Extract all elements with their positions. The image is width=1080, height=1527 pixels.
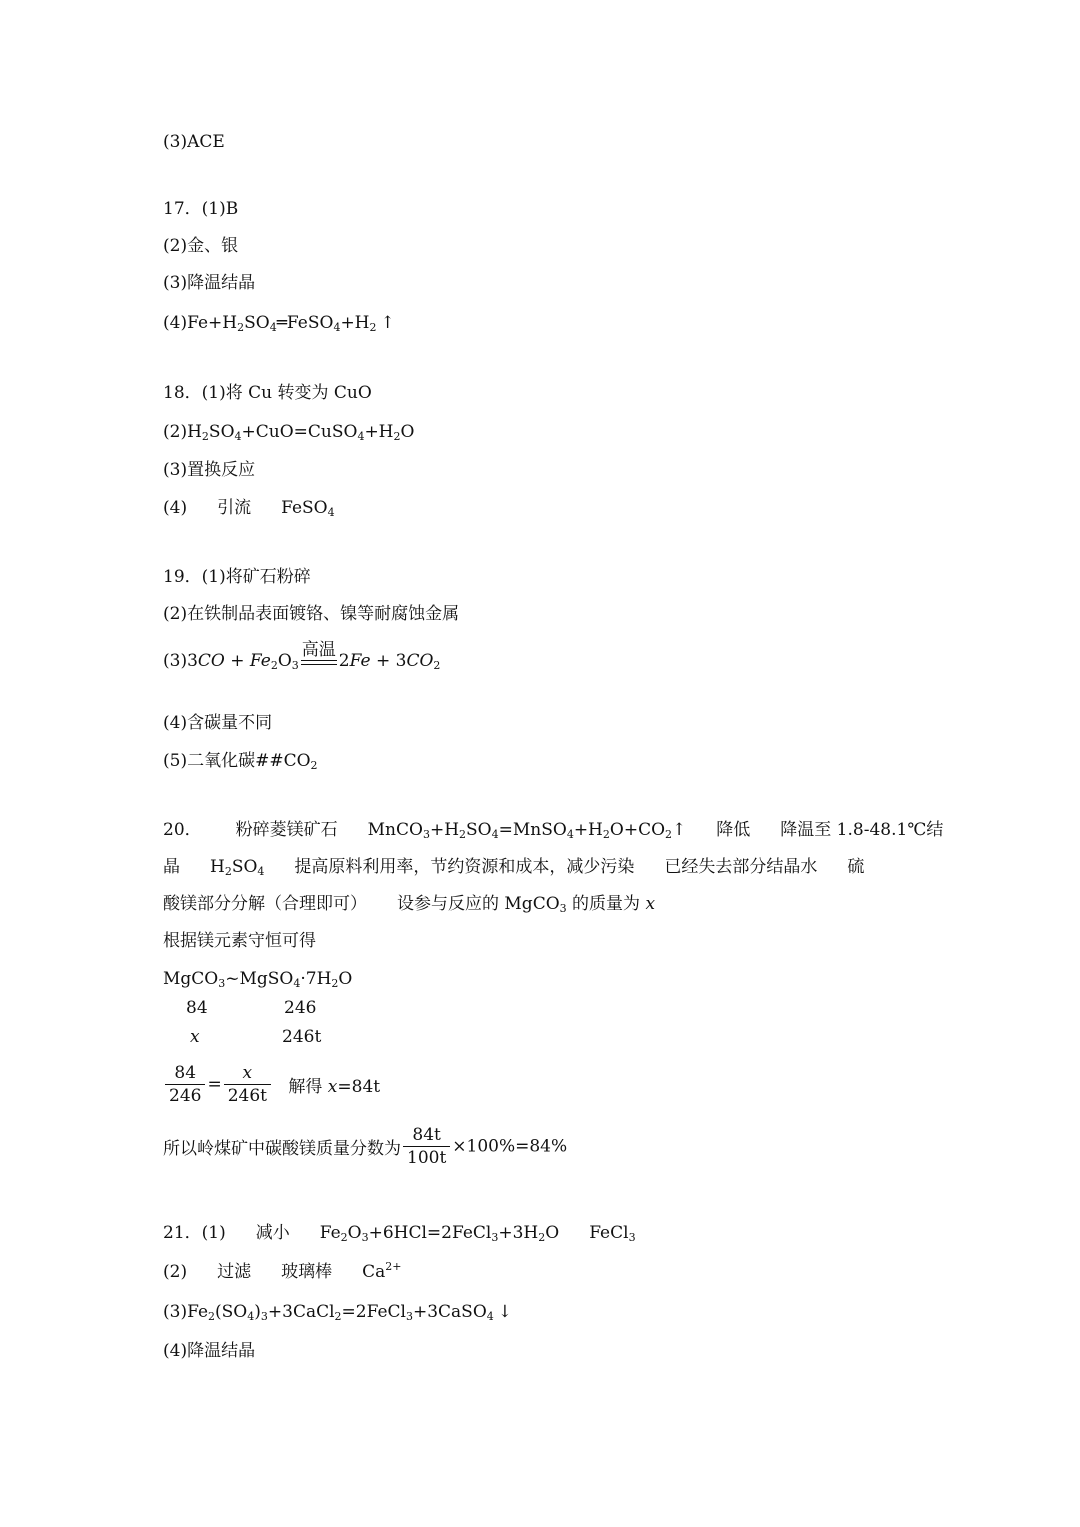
text-run: ·7H bbox=[300, 969, 332, 989]
text-run: 20． bbox=[163, 820, 202, 840]
text-run: +3CaCl bbox=[267, 1302, 335, 1322]
proportion-equation bbox=[163, 1062, 380, 1107]
answer-18-4 bbox=[163, 497, 335, 519]
text-run: CO bbox=[406, 651, 434, 671]
answer-19-5 bbox=[163, 750, 318, 772]
text-run: O bbox=[338, 969, 353, 989]
text-run: Fe+H bbox=[187, 313, 238, 333]
text-run: 减小 bbox=[255, 1223, 290, 1243]
text-run: 19．(1)将矿石粉碎 bbox=[163, 567, 311, 587]
text-run: 降温至 1.8-48.1℃结 bbox=[780, 820, 944, 840]
text-run: 3 bbox=[422, 828, 430, 841]
high-temperature-condition bbox=[301, 640, 337, 671]
text-run: 3 bbox=[559, 902, 567, 915]
text-run: MnCO bbox=[367, 820, 423, 840]
text-run: 设参与反应的 MgCO bbox=[397, 894, 560, 914]
text-run: 2 bbox=[270, 659, 278, 672]
text-run: 2 bbox=[602, 828, 610, 841]
text-run: (5)二氧化碳##CO bbox=[163, 751, 311, 771]
answer-21-4 bbox=[163, 1340, 255, 1362]
text-run: 3 bbox=[218, 977, 226, 990]
text-run: 3 bbox=[260, 1310, 268, 1323]
text-run: FeCl bbox=[589, 1223, 629, 1243]
text-run: 17．(1)B bbox=[163, 199, 239, 219]
text-run: 3 bbox=[361, 1231, 369, 1244]
text-run: 2 bbox=[224, 865, 232, 878]
text-run: 3 bbox=[628, 1231, 636, 1244]
text-run: 100t bbox=[407, 1148, 447, 1168]
answer-20-line1 bbox=[163, 819, 943, 841]
text-run: +H bbox=[429, 820, 460, 840]
answer-16-3 bbox=[163, 131, 225, 153]
answer-18-2-equation bbox=[163, 421, 414, 443]
text-run: 84 bbox=[165, 1062, 205, 1085]
text-run: 2 bbox=[665, 828, 673, 841]
text-run: (2)在铁制品表面镀铬、镍等耐腐蚀金属 bbox=[163, 604, 460, 624]
text-run: x bbox=[224, 1062, 271, 1085]
text-run: 4 bbox=[269, 321, 277, 334]
text-run: 根据镁元素守恒可得 bbox=[163, 931, 316, 951]
relation-formula bbox=[163, 968, 352, 990]
text-run: 2 bbox=[331, 977, 339, 990]
text-run: ↑ bbox=[380, 313, 395, 333]
text-run: 解得 bbox=[288, 1077, 328, 1097]
text-run: 4 bbox=[327, 506, 335, 519]
text-run: 2 bbox=[334, 1310, 342, 1323]
answer-18-1 bbox=[163, 382, 372, 404]
text-run: 2 bbox=[338, 651, 350, 671]
text-run: =2FeCl bbox=[341, 1302, 406, 1322]
text-run: 2 bbox=[208, 1310, 216, 1323]
text-run: SO bbox=[466, 820, 492, 840]
text-run: 引流 bbox=[217, 498, 252, 518]
text-run: + bbox=[224, 651, 250, 671]
text-run: 4 bbox=[486, 1310, 494, 1323]
text-run: ×100%=84% bbox=[452, 1136, 568, 1157]
text-run: ↓ bbox=[497, 1302, 513, 1322]
text-run: 4 bbox=[247, 1310, 255, 1323]
text-run: 2 bbox=[310, 759, 318, 772]
text-run: 3 bbox=[291, 659, 299, 672]
answer-21-3-equation bbox=[163, 1301, 512, 1323]
text-run: 18．(1)将 Cu 转变为 CuO bbox=[163, 383, 372, 403]
text-run: 84t bbox=[403, 1124, 450, 1147]
answer-21-1 bbox=[163, 1222, 636, 1244]
text-run: 提高原料利用率，节约资源和成本，减少污染 bbox=[294, 857, 635, 877]
text-run: (3)降温结晶 bbox=[163, 273, 256, 293]
text-run: 2 bbox=[201, 430, 209, 443]
text-run: +H bbox=[573, 820, 603, 840]
fraction-x-246t bbox=[224, 1062, 271, 1107]
answer-21-2 bbox=[163, 1261, 401, 1283]
text-run: 2+ bbox=[385, 1260, 402, 1273]
text-run: 的质量为 bbox=[566, 894, 646, 914]
answer-20-line4 bbox=[163, 930, 316, 952]
text-run: Fe bbox=[349, 651, 371, 671]
text-run: 晶 bbox=[163, 857, 180, 877]
fraction-84t-100t bbox=[403, 1124, 450, 1169]
relation-mass-246 bbox=[284, 997, 316, 1019]
text-run: 2 bbox=[369, 321, 377, 334]
text-run: 3 bbox=[405, 1310, 413, 1323]
text-run: 4 bbox=[234, 430, 242, 443]
text-run: x bbox=[645, 894, 656, 914]
text-run: (4) bbox=[163, 313, 188, 333]
text-run: O bbox=[545, 1223, 560, 1243]
text-run: 降低 bbox=[716, 820, 751, 840]
text-run: (3)3 bbox=[163, 651, 198, 671]
text-run: H bbox=[187, 422, 202, 442]
text-run: O+CO bbox=[609, 820, 666, 840]
text-run: (2)金、银 bbox=[163, 236, 239, 256]
text-run: (2) bbox=[163, 1262, 188, 1282]
text-run: O bbox=[347, 1223, 362, 1243]
text-run: +6HCl=2FeCl bbox=[368, 1223, 492, 1243]
text-run: ) bbox=[254, 1302, 261, 1322]
text-run: CO bbox=[197, 651, 225, 671]
text-run: O bbox=[277, 651, 292, 671]
text-run: 粉碎菱镁矿石 bbox=[235, 820, 338, 840]
text-run: 已经失去部分结晶水 bbox=[664, 857, 818, 877]
answer-17-2 bbox=[163, 235, 238, 257]
text-run: 4 bbox=[491, 828, 499, 841]
mass-fraction-result bbox=[163, 1124, 567, 1169]
answer-19-4 bbox=[163, 712, 272, 734]
text-run: MgCO bbox=[163, 969, 219, 989]
text-run: 84 bbox=[186, 998, 208, 1018]
text-run: SO bbox=[244, 313, 270, 333]
text-run: 过滤 bbox=[217, 1262, 252, 1282]
relation-unknown-x bbox=[190, 1026, 200, 1048]
text-run: H bbox=[210, 857, 225, 877]
text-run: Fe bbox=[249, 651, 271, 671]
text-run: = bbox=[207, 1074, 222, 1095]
text-run: + 3 bbox=[370, 651, 407, 671]
answer-19-2 bbox=[163, 603, 459, 625]
text-run: ═FeSO bbox=[276, 313, 334, 333]
text-run: ↑ bbox=[672, 820, 687, 840]
text-run: +H bbox=[340, 313, 370, 333]
text-run: O bbox=[400, 422, 415, 442]
text-run: 2 bbox=[340, 1231, 348, 1244]
text-run: 21．(1) bbox=[163, 1223, 226, 1243]
text-run: +3CaSO bbox=[412, 1302, 487, 1322]
text-run: 2 bbox=[459, 828, 467, 841]
text-run: (4)含碳量不同 bbox=[163, 713, 273, 733]
fraction-84-246 bbox=[165, 1062, 205, 1107]
text-run: 246t bbox=[227, 1086, 267, 1106]
text-run: 246 bbox=[169, 1086, 202, 1106]
text-run: (4) bbox=[163, 498, 188, 518]
relation-mass-84 bbox=[186, 997, 208, 1019]
text-run: 硫 bbox=[847, 857, 865, 877]
text-run: +CuO=CuSO bbox=[241, 422, 358, 442]
text-run: (3)ACE bbox=[163, 132, 225, 152]
answer-17-4-equation bbox=[163, 312, 395, 334]
answer-19-1 bbox=[163, 566, 311, 588]
answer-20-line3 bbox=[163, 893, 655, 915]
text-run: 玻璃棒 bbox=[281, 1262, 333, 1282]
text-run: 4 bbox=[333, 321, 341, 334]
text-run: (2) bbox=[163, 422, 188, 442]
text-run: 4 bbox=[293, 977, 301, 990]
answer-19-3-equation bbox=[163, 640, 440, 671]
text-run: 4 bbox=[257, 865, 265, 878]
text-run: x bbox=[190, 1027, 200, 1047]
answer-20-line2 bbox=[163, 856, 864, 878]
answer-17-3 bbox=[163, 272, 255, 294]
text-run: Ca bbox=[362, 1262, 386, 1282]
text-run: 2 bbox=[433, 659, 441, 672]
text-run: (4)降温结晶 bbox=[163, 1341, 256, 1361]
text-run: 4 bbox=[357, 430, 365, 443]
text-run: SO bbox=[231, 857, 258, 877]
text-run: 所以岭煤矿中碳酸镁质量分数为 bbox=[163, 1139, 401, 1159]
text-run: 3 bbox=[491, 1231, 499, 1244]
text-run: =84t bbox=[337, 1077, 381, 1097]
text-run: SO bbox=[208, 422, 235, 442]
text-run: Fe bbox=[319, 1223, 341, 1243]
answer-18-3 bbox=[163, 459, 255, 481]
text-run: 酸镁部分分解（合理即可） bbox=[163, 894, 367, 914]
text-run: ~MgSO bbox=[225, 969, 294, 989]
text-run: 2 bbox=[393, 430, 401, 443]
text-run: +3H bbox=[498, 1223, 539, 1243]
text-run: 4 bbox=[566, 828, 574, 841]
text-run: (SO bbox=[215, 1302, 248, 1322]
text-run: 246t bbox=[282, 1027, 322, 1047]
text-run: (3) bbox=[163, 1302, 188, 1322]
text-run: 2 bbox=[237, 321, 245, 334]
text-run: FeSO bbox=[281, 498, 328, 518]
text-run: (3)置换反应 bbox=[163, 460, 256, 480]
answer-17-1 bbox=[163, 198, 238, 220]
text-run: x bbox=[327, 1077, 338, 1097]
relation-mass-246t bbox=[282, 1026, 321, 1048]
text-run: 高温 bbox=[301, 640, 336, 660]
text-run: 246 bbox=[284, 998, 317, 1018]
text-run: +H bbox=[364, 422, 394, 442]
text-run: =MnSO bbox=[498, 820, 567, 840]
text-run: Fe bbox=[187, 1302, 209, 1322]
text-run: 2 bbox=[538, 1231, 546, 1244]
